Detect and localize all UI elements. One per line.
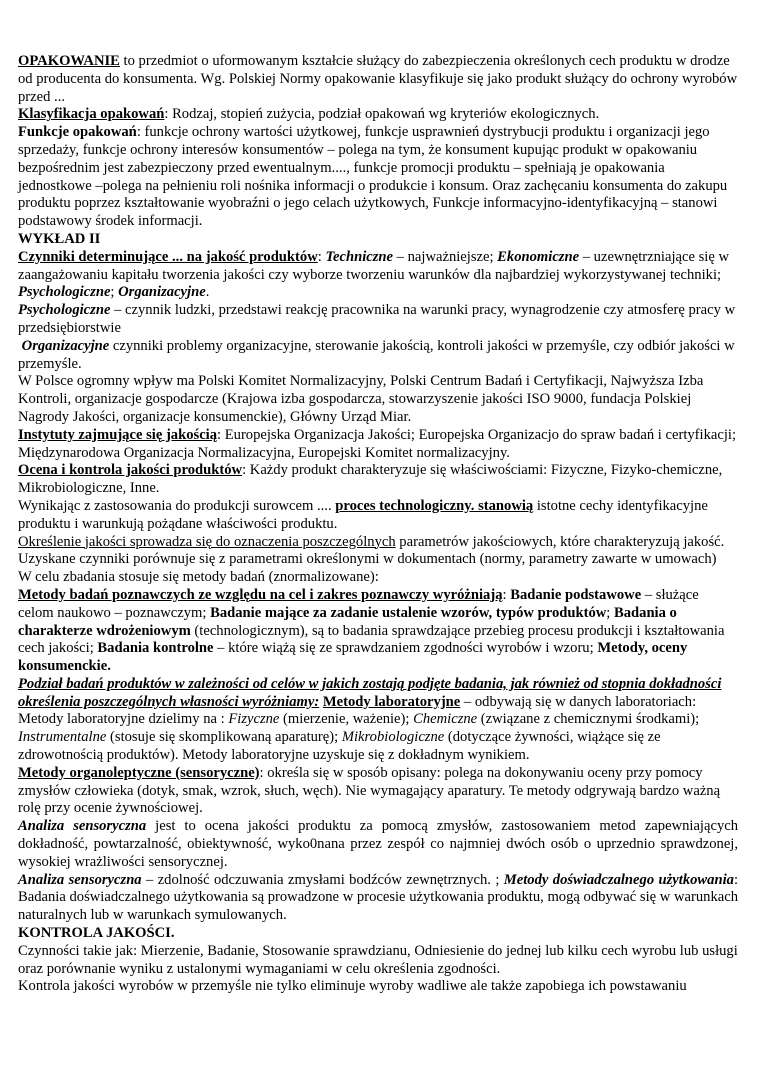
text-fragment: (technologicznym), są to badania sprawdzające przebieg procesu produkcji i kształtowania cech jakości; [18,622,725,657]
term-podzial-badan: Podział badań produktów w zależności od celów w jakich zostają podjęte badania, jak również od stopnia dokładności określenia poszczególnych własności wyróżniamy: [18,675,722,710]
text-fragment: – zdolność odczuwania zmysłami bodźców zewnętrznych. ; [141,871,504,888]
paragraph-psychologiczne [18,302,738,338]
term-organizacyjne: Organizacyjne [21,337,110,354]
term-metody-badan: Metody badań poznawczych ze względu na cel i zakres poznawczy wyróżniają [18,586,503,603]
paragraph-organizacyjne [18,338,738,374]
term-ekonomiczne: Ekonomiczne [497,248,580,265]
paragraph-text: : Rodzaj, stopień zużycia, podział opakowań wg kryteriów ekologicznych. [164,106,600,123]
term-klasyfikacja: Klasyfikacja opakowań [18,106,165,123]
term-psychologiczne: Psychologiczne [18,284,111,301]
paragraph-metody-badan [18,587,738,676]
term-badanie-podstawowe: Badanie podstawowe [510,586,642,603]
text-fragment: (związane z chemicznymi środkami); [477,711,700,728]
paragraph-text: – czynnik ludzki, przedstawi reakcję pracownika na warunki pracy, wynagrodzenie czy atmosferę pracy w przedsiębiorstwie [18,302,736,336]
term-okreslenie: Określenie jakości sprowadza się do oznaczenia poszczególnych [18,533,396,550]
paragraph-text: : Europejska Organizacja Jakości; Europejska Organizacjo do spraw badań i certyfikacji; Międzynarodowa Organizacja Normalizacyjna, Europejski Komitet normalizacyjny. [18,426,736,461]
term-fizyczne: Fizyczne [228,711,280,728]
term-analiza-sensoryczna: Analiza sensoryczna [18,818,147,835]
text-fragment: – które wiążą się ze sprawdzaniem zgodności wyrobów i wzoru; [213,640,598,657]
paragraph-text: : funkcje ochrony wartości użytkowej, funkcje usprawnień dystrybucji produktu i organizacji jego sprzedaży, funkcje ochrony interesów konsumentów – polega na tym, że konsument kupując produkt w opakowaniu bezpośrednim jest zabezpieczony przed ewentualnym...., funkcje promocji produktu – spełniają je opakowania jednostkowe –polega na pełnieniu roli nośnika informacji o produkcie i konsum. Oraz zachęcaniu konsumenta do zakupu produktu poprzez kształtowanie wyobraźni o jego celach użytkowych, Funkcje informacyjno-identyfikacyjną – stanowi podstawowy środek informacji. [18,124,728,230]
term-oceny-konsumenckie: Metody, oceny konsumenckie. [18,640,688,675]
paragraph-klasyfikacja [18,106,738,124]
term-organizacyjne: Organizacyjne [118,284,206,301]
paragraph-czynnosci: Czynności takie jak: Mierzenie, Badanie, Stosowanie sprawdzianu, Odniesienie do jednej lub kilku cech wyrobu lub usługi oraz porównanie wyniku z ustalonymi wymaganiami w celu określenia zgodności. [18,942,738,977]
text-fragment: ; [110,284,119,301]
text-fragment: – uzewnętrzniające się w zaangażowaniu kapitału tworzenia jakości czy wyborze tworzeniu warunków dla najbardziej wykorzystywanej techniki; [18,248,729,283]
paragraph-organoleptyczne [18,765,738,818]
text-fragment: istotne cechy identyfikacyjne produktu i warunkują pożądane właściwości produktu. [18,497,708,532]
term-chemiczne: Chemiczne [413,711,478,728]
paragraph-analiza-1 [18,818,738,871]
paragraph-text: : określa się w sposób opisany: polega na dokonywaniu oceny przy pomocy zmysłów człowieka (dotyk, smak, wzrok, słuch, węch). Nie wymagający aparatury. Te metody odgrywają bardzo ważną rolę przy ocenie żywnościowej. [18,764,721,817]
term-instytuty: Instytuty zajmujące się jakością [18,426,218,443]
term-techniczne: Techniczne [325,248,394,265]
text-fragment: – służące celom naukowo – poznawczym; [18,586,699,621]
term-czynniki: Czynniki determinujące ... na jakość produktów [18,248,318,265]
document-page [18,53,738,996]
paragraph-opakowanie [18,53,738,106]
paragraph-text: jest to ocena jakości produktu za pomocą zmysłów, zastosowaniem metod zapewniających dokładność, powtarzalność, obiektywność, wyko0nana przez zespół co najmniej dwóch osób o uprzednio sprawdzonej, wysokiej wrażliwości sensorycznej. [18,818,739,870]
text-fragment: : [502,586,511,603]
text-fragment: . [205,284,210,301]
term-badania-kontrolne: Badania kontrolne [97,640,214,657]
term-funkcje: Funkcje opakowań [18,124,137,141]
term-instrumentalne: Instrumentalne [18,729,107,746]
text-fragment: : [317,248,326,265]
term-opakowanie: OPAKOWANIE [18,53,120,69]
paragraph-kontrola-wyrobow: Kontrola jakości wyrobów w przemyśle nie tylko eliminuje wyroby wadliwe ale także zapobiega ich powstawaniu [18,978,687,995]
paragraph-wynikajac [18,498,738,534]
paragraph-podzial-badan [18,676,738,765]
term-metody-laboratoryjne: Metody laboratoryjne [322,693,461,710]
text-fragment: (stosuje się skomplikowaną aparaturę); [106,729,342,746]
paragraph-text: to przedmiot o uformowanym kształcie służący do zabezpieczenia określonych cech produktu w drodze od producenta do konsumenta. Wg. Polskiej Normy opakowanie klasyfikuje się jako produkt służący do ochrony wyrobów przed ... [18,53,738,105]
term-ocena-kontrola: Ocena i kontrola jakości produktów [18,462,243,479]
term-analiza-sensoryczna: Analiza sensoryczna [18,871,142,888]
paragraph-text: : Każdy produkt charakteryzuje się właściwościami: Fizyczne, Fizyko-chemiczne, Mikrobiologiczne, Inne. [18,462,723,497]
text-fragment: – odbywają się w danych laboratoriach: Metody laboratoryjne dzielimy na : [18,693,697,728]
paragraph-analiza-2 [18,872,738,925]
term-proces-technologiczny: proces technologiczny. stanowią [335,497,534,514]
paragraph-funkcje [18,124,738,231]
paragraph-w-celu: W celu zbadania stosuje się metody badań (znormalizowane): [18,569,379,586]
text-fragment: : Badania doświadczalnego użytkowania są prowadzone w procesie użytkowania produktu, mogą odbywać się w warunkach naturalnych lub w warunkach symulowanych. [18,871,738,924]
paragraph-ocena-kontrola [18,462,738,498]
term-metody-doswiadczalnego: Metody doświadczalnego użytkowania [503,871,734,888]
term-badanie-wzorow: Badanie mające za zadanie ustalenie wzorów, typów produktów [210,604,607,621]
paragraph-instytuty [18,427,738,463]
heading-kontrola-jakosci: KONTROLA JAKOŚCI. [18,925,175,942]
paragraph-czynniki [18,249,738,302]
term-badania-wdrozeniowe: Badania o charakterze wdrożeniowym [18,604,677,639]
term-mikrobiologiczne: Mikrobiologiczne [341,729,445,746]
text-fragment: Wynikając z zastosowania do produkcji surowcem .... [18,497,336,514]
paragraph-w-polsce: W Polsce ogromny wpływ ma Polski Komitet Normalizacyjny, Polski Centrum Badań i Certyfikacji, Najwyższa Izba Kontroli, organizacje gospodarcze (Krajowa izba gospodarcza, stowarzyszenie jakości ISO 9000, fundacja Polskiej Nagrody Jakości, organizacje konsumenckie), Główny Urząd Miar. [18,373,704,425]
paragraph-text: czynniki problemy organizacyjne, sterowanie jakością, kontroli jakości w przemyśle, czy odbiór jakości w przemyśle. [18,337,735,372]
paragraph-okreslenie [18,534,738,570]
text-fragment: ; [606,604,614,621]
text-fragment: – najważniejsze; [393,248,498,265]
term-organoleptyczne: Metody organoleptyczne (sensoryczne) [18,764,260,781]
text-fragment: (mierzenie, ważenie); [279,711,414,728]
paragraph-text: parametrów jakościowych, które charakteryzują jakość. Uzyskane czynniki porównuje się z parametrami określonymi w dokumentach (normy, parametry zawarte w umowach) [18,533,725,568]
heading-wyklad-2: WYKŁAD II [18,230,101,247]
term-psychologiczne: Psychologiczne [18,302,111,319]
text-fragment: (dotyczące żywności, wiążące się ze zdrowotnością produktów). Metody laboratoryjne uzyskuje się z dokładnym wynikiem. [18,729,661,764]
